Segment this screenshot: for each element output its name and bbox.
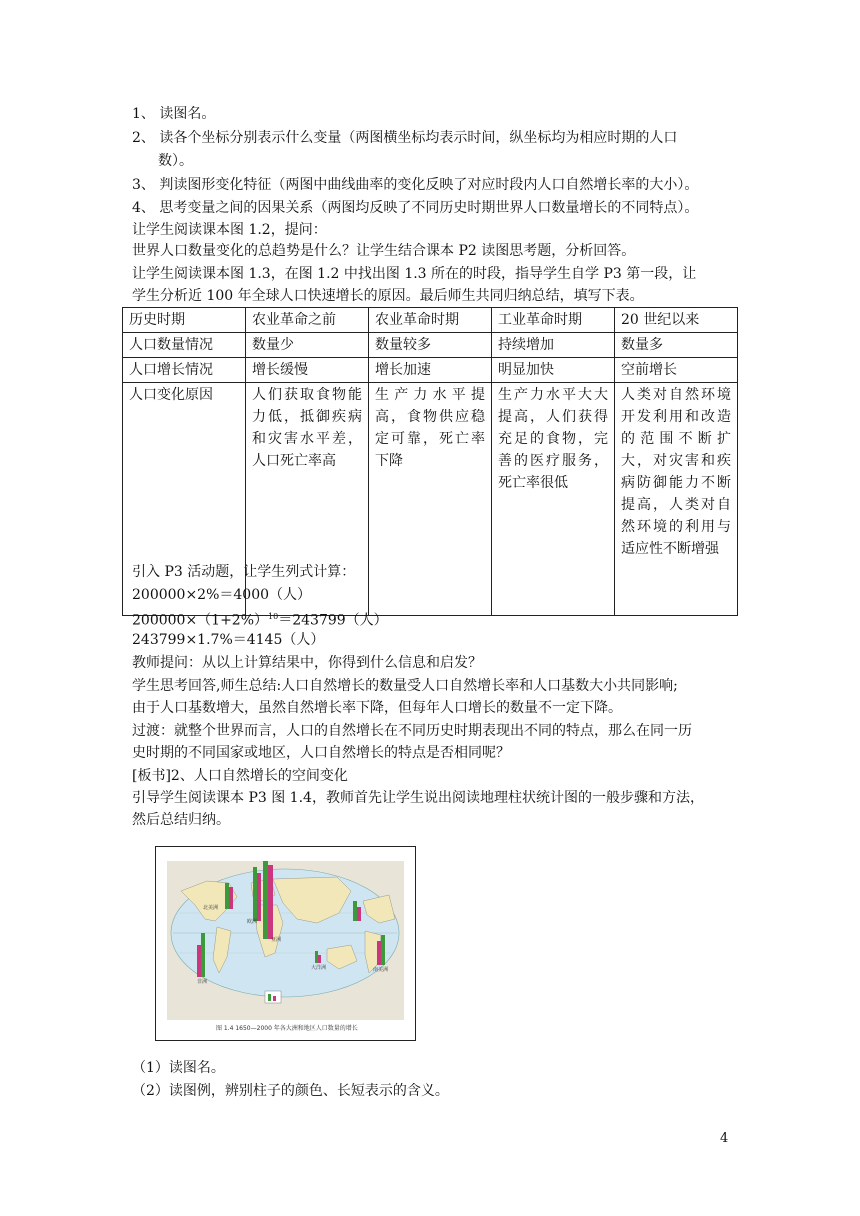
- teacher-question: 教师提问：从以上计算结果中，你得到什么信息和启发？: [132, 655, 482, 671]
- page-number: 4: [720, 1131, 729, 1146]
- table-cell: 人口变化原因: [123, 383, 246, 616]
- calc-intro: 引入 P3 活动题，让学生列式计算：: [132, 564, 356, 580]
- table-cell: 农业革命之前: [246, 308, 369, 333]
- paragraph-line: 学生分析近 100 年全球人口快速增长的原因。最后师生共同归纳总结，填写下表。: [132, 288, 644, 304]
- bar-green: [225, 883, 229, 909]
- bar-pink: [197, 945, 201, 977]
- figure-caption: 图 1.4 1650—2000 年各大洲和地区人口数量的增长: [216, 1025, 358, 1032]
- table-cell: 数量少: [246, 333, 369, 358]
- table-cell: 持续增加: [492, 333, 615, 358]
- bar-green: [201, 933, 205, 977]
- paragraph-line: 让学生阅读课本图 1.2，提问：: [132, 222, 327, 238]
- table-row: [123, 358, 738, 383]
- table-cell: 增长加速: [369, 358, 492, 383]
- paragraph-line: 世界人口数量变化的总趋势是什么？让学生结合课本 P2 读图思考题，分析回答。: [132, 243, 636, 259]
- bar-green: [315, 951, 318, 963]
- map-label: 非洲: [197, 979, 208, 985]
- table-cell: 人们获取食物能力低，抵御疾病和灾害水平差，人口死亡率高: [246, 383, 369, 616]
- table-cell: 20 世纪以来: [615, 308, 738, 333]
- step-1-text: 1、 读图名。: [132, 106, 216, 122]
- table-cell: 明显加快: [492, 358, 615, 383]
- bar-green: [353, 901, 357, 921]
- table-cell: 增长缓慢: [246, 358, 369, 383]
- calc-line-1: 200000×2%＝4000（人）: [132, 587, 312, 603]
- answer-line: 由于人口基数增大，虽然自然增长率下降，但每年人口增长的数量不一定下降。: [132, 700, 622, 716]
- map-label: 北美洲: [203, 905, 219, 911]
- table-cell: 数量多: [615, 333, 738, 358]
- world-map-graphic: [167, 861, 404, 1020]
- map-label: 大洋洲: [311, 965, 327, 971]
- table-cell: 人口数量情况: [123, 333, 246, 358]
- bar-pink: [357, 907, 361, 921]
- legend-bar-pink: [273, 996, 276, 1001]
- table-row: [123, 308, 738, 333]
- table-cell: 空前增长: [615, 358, 738, 383]
- step-4-text: 4、 思考变量之间的因果关系（两图均反映了不同历史时期世界人口数量增长的不同特点）。: [132, 200, 699, 216]
- bar-pink: [257, 873, 261, 921]
- bar-pink: [377, 941, 381, 965]
- step-3-text: 3、 判读图形变化特征（两图中曲线曲率的变化反映了对应时段内人口自然增长率的大小）。: [132, 177, 699, 193]
- population-map-figure: [155, 846, 416, 1041]
- map-label: 欧洲: [247, 919, 258, 925]
- reading-step: （1）读图名。: [132, 1060, 225, 1076]
- calc-line-2: [132, 606, 742, 632]
- answer-line: 学生思考回答,师生总结:人口自然增长的数量受人口自然增长率和人口基数大小共同影响;: [132, 678, 678, 694]
- table-cell: 历史时期: [123, 308, 246, 333]
- bar-pink: [268, 865, 273, 939]
- table-cell: 农业革命时期: [369, 308, 492, 333]
- bar-green: [381, 935, 385, 965]
- step-2-text: 2、 读各个坐标分别表示什么变量（两图横坐标均表示时间，纵坐标均为相应时期的人口: [132, 130, 678, 146]
- calc-2-base: 200000×（1+2%）: [132, 612, 269, 629]
- table-cell: 生产力水平大大提高，人们获得充足的食物，完善的医疗服务，死亡率很低: [492, 383, 615, 616]
- table-cell: 工业革命时期: [492, 308, 615, 333]
- table-cell: 数量较多: [369, 333, 492, 358]
- bar-pink: [229, 887, 233, 909]
- map-label: 亚洲: [271, 937, 282, 943]
- paragraph-line: 让学生阅读课本图 1.3，在图 1.2 中找出图 1.3 所在的时段，指导学生自学 P3 第一段，让: [132, 266, 697, 282]
- transition-line: 史时期的不同国家或地区，人口自然增长的特点是否相同呢？: [132, 745, 510, 761]
- board-heading: [板书]2、人口自然增长的空间变化: [132, 768, 348, 784]
- legend-bar-green: [268, 994, 271, 1001]
- guide-line: 引导学生阅读课本 P3 图 1.4，教师首先让学生说出阅读地理柱状统计图的一般步骤和方法，: [132, 790, 704, 806]
- reading-step: （2）读图例，辨别柱子的颜色、长短表示的含义。: [132, 1083, 449, 1099]
- bar-green: [253, 867, 257, 921]
- table-row: [123, 333, 738, 358]
- world-map: [167, 861, 404, 1020]
- bar-green: [263, 861, 268, 939]
- step-2-continuation: 数）。: [158, 153, 193, 169]
- transition-line: 过渡：就整个世界而言，人口的自然增长在不同历史时期表现出不同的特点，那么在同一历: [132, 723, 692, 739]
- table-cell: 人口增长情况: [123, 358, 246, 383]
- bar-pink: [318, 955, 321, 963]
- table-cell: 生产力水平提高，食物供应稳定可靠，死亡率下降: [369, 383, 492, 616]
- calc-line-3: 243799×1.7%＝4145（人）: [132, 632, 325, 648]
- map-label: 南美洲: [373, 967, 389, 973]
- table-cell: 人类对自然环境开发利用和改造的范围不断扩大，对灾害和疾病防御能力不断提高，人类对自然环境的利用与适应性不断增强: [615, 383, 738, 616]
- guide-line: 然后总结归纳。: [132, 812, 230, 828]
- calc-2-exponent: 10: [268, 612, 279, 621]
- calc-2-result: ＝243799（人）: [278, 612, 388, 629]
